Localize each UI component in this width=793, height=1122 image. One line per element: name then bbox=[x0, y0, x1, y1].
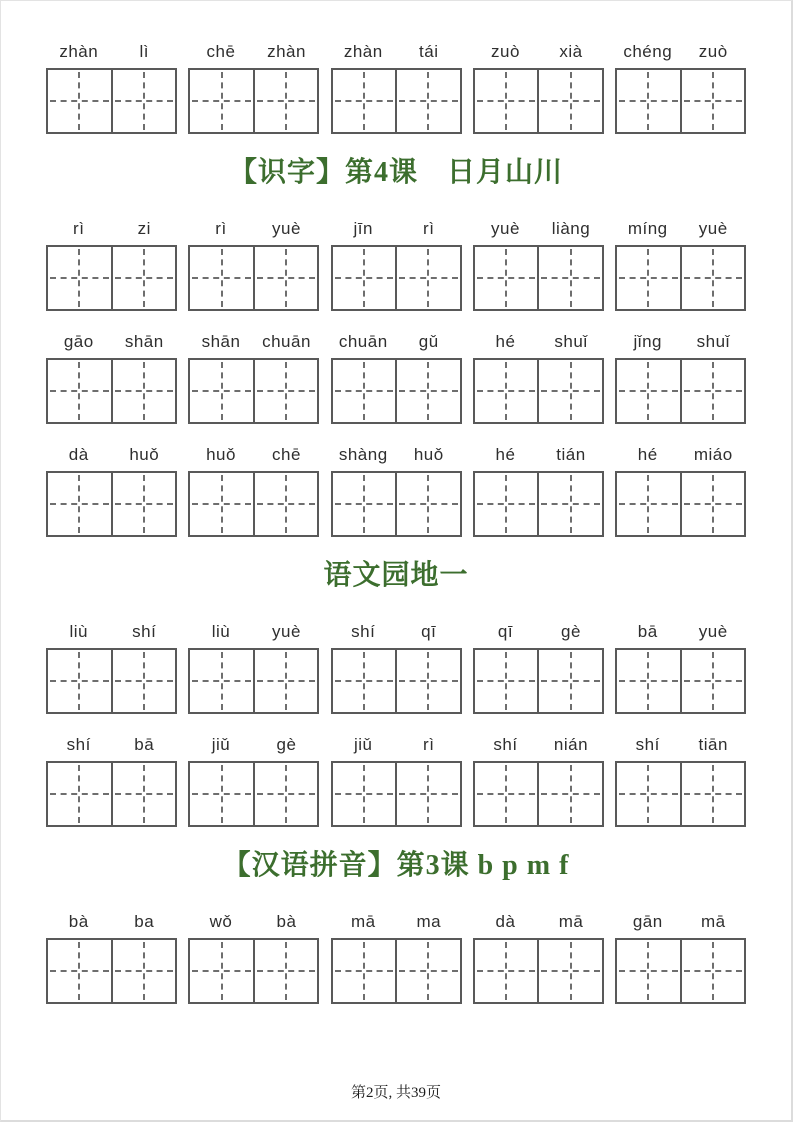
grid-cell bbox=[537, 360, 602, 422]
word-group bbox=[46, 621, 177, 714]
grid-cell bbox=[395, 763, 460, 825]
pinyin-label: mā bbox=[558, 912, 584, 931]
grid-cell bbox=[111, 940, 176, 1002]
pinyin-label: ba bbox=[134, 912, 155, 931]
writing-grid bbox=[46, 938, 177, 1004]
grid-cell bbox=[617, 70, 680, 132]
word-row bbox=[46, 41, 746, 134]
grid-cell bbox=[680, 360, 745, 422]
grid-cell bbox=[333, 650, 396, 712]
writing-grid bbox=[331, 761, 462, 827]
pinyin-label: tián bbox=[556, 445, 586, 464]
grid-cell bbox=[680, 650, 745, 712]
pinyin-labels bbox=[331, 41, 462, 63]
word-row bbox=[46, 621, 746, 714]
grid-cell bbox=[475, 940, 538, 1002]
word-group bbox=[615, 444, 746, 537]
pinyin-labels bbox=[615, 444, 746, 466]
pinyin-label: míng bbox=[627, 219, 668, 238]
word-group bbox=[473, 218, 604, 311]
pinyin-label: jīn bbox=[353, 219, 373, 238]
grid-cell bbox=[333, 70, 396, 132]
pinyin-labels bbox=[188, 444, 319, 466]
pinyin-label: dà bbox=[495, 912, 516, 931]
pinyin-labels bbox=[46, 911, 177, 933]
word-group bbox=[46, 218, 177, 311]
grid-cell bbox=[537, 473, 602, 535]
grid-cell bbox=[48, 763, 111, 825]
writing-grid bbox=[473, 471, 604, 537]
pinyin-label: bà bbox=[68, 912, 89, 931]
writing-grid bbox=[46, 761, 177, 827]
pinyin-label: yuè bbox=[272, 219, 301, 238]
grid-cell bbox=[680, 70, 745, 132]
pinyin-label: liàng bbox=[551, 219, 591, 238]
section-heading: 语文园地一 bbox=[323, 560, 469, 591]
word-group bbox=[46, 734, 177, 827]
writing-grid bbox=[331, 245, 462, 311]
grid-cell bbox=[475, 473, 538, 535]
grid-cell bbox=[475, 360, 538, 422]
section-heading: 【识字】第4课 日月山川 bbox=[228, 157, 563, 188]
word-group bbox=[188, 911, 319, 1004]
word-group bbox=[46, 41, 177, 134]
writing-grid bbox=[615, 358, 746, 424]
pinyin-label: xià bbox=[559, 42, 583, 61]
word-group bbox=[473, 621, 604, 714]
grid-cell bbox=[48, 70, 111, 132]
pinyin-label: bā bbox=[134, 735, 155, 754]
pinyin-labels bbox=[188, 218, 319, 240]
grid-cell bbox=[475, 247, 538, 309]
word-group bbox=[331, 621, 462, 714]
grid-cell bbox=[680, 763, 745, 825]
pinyin-label: gǔ bbox=[418, 332, 439, 351]
pinyin-label: chéng bbox=[623, 42, 673, 61]
writing-grid bbox=[46, 358, 177, 424]
grid-cell bbox=[253, 70, 318, 132]
grid-cell bbox=[333, 360, 396, 422]
pinyin-labels bbox=[188, 621, 319, 643]
pinyin-label: miáo bbox=[693, 445, 733, 464]
pinyin-labels bbox=[188, 911, 319, 933]
writing-grid bbox=[331, 938, 462, 1004]
pinyin-label: bā bbox=[637, 622, 658, 641]
writing-grid bbox=[615, 761, 746, 827]
pinyin-label: jǐng bbox=[633, 332, 662, 351]
grid-cell bbox=[190, 360, 253, 422]
word-group bbox=[188, 444, 319, 537]
word-row bbox=[46, 218, 746, 311]
pinyin-labels bbox=[331, 911, 462, 933]
pinyin-labels bbox=[473, 911, 604, 933]
pinyin-label: ma bbox=[416, 912, 442, 931]
grid-cell bbox=[617, 650, 680, 712]
pinyin-label: qī bbox=[497, 622, 514, 641]
writing-grid bbox=[188, 68, 319, 134]
pinyin-label: gān bbox=[632, 912, 663, 931]
pinyin-label: huǒ bbox=[206, 445, 236, 464]
writing-grid bbox=[331, 358, 462, 424]
writing-grid bbox=[46, 245, 177, 311]
grid-cell bbox=[190, 247, 253, 309]
grid-cell bbox=[680, 247, 745, 309]
grid-cell bbox=[395, 650, 460, 712]
pinyin-labels bbox=[615, 911, 746, 933]
pinyin-label: shān bbox=[201, 332, 241, 351]
writing-grid bbox=[615, 68, 746, 134]
word-group bbox=[473, 734, 604, 827]
writing-grid bbox=[188, 938, 319, 1004]
grid-cell bbox=[475, 650, 538, 712]
grid-cell bbox=[617, 940, 680, 1002]
pinyin-label: yuè bbox=[272, 622, 301, 641]
word-row bbox=[46, 444, 746, 537]
pinyin-labels bbox=[46, 734, 177, 756]
writing-grid bbox=[331, 471, 462, 537]
word-group bbox=[331, 41, 462, 134]
word-group bbox=[331, 218, 462, 311]
pinyin-label: zhàn bbox=[267, 42, 306, 61]
pinyin-label: shí bbox=[493, 735, 518, 754]
pinyin-labels bbox=[188, 41, 319, 63]
pinyin-label: shàng bbox=[338, 445, 388, 464]
writing-grid bbox=[46, 68, 177, 134]
pinyin-label: shí bbox=[635, 735, 660, 754]
grid-cell bbox=[48, 360, 111, 422]
pinyin-labels bbox=[46, 41, 177, 63]
grid-cell bbox=[253, 473, 318, 535]
writing-grid bbox=[473, 68, 604, 134]
pinyin-label: chuān bbox=[338, 332, 388, 351]
writing-grid bbox=[615, 648, 746, 714]
pinyin-labels bbox=[331, 331, 462, 353]
pinyin-label: shí bbox=[351, 622, 376, 641]
pinyin-label: dà bbox=[68, 445, 89, 464]
word-group bbox=[615, 734, 746, 827]
pinyin-label: hé bbox=[495, 445, 516, 464]
grid-cell bbox=[48, 940, 111, 1002]
worksheet-content bbox=[1, 1, 791, 1004]
word-group bbox=[46, 331, 177, 424]
pinyin-label: zuò bbox=[491, 42, 520, 61]
grid-cell bbox=[395, 940, 460, 1002]
writing-grid bbox=[615, 245, 746, 311]
word-group bbox=[615, 41, 746, 134]
grid-cell bbox=[48, 247, 111, 309]
pinyin-label: mā bbox=[350, 912, 376, 931]
writing-grid bbox=[473, 648, 604, 714]
grid-cell bbox=[111, 650, 176, 712]
pinyin-label: liù bbox=[69, 622, 88, 641]
word-group bbox=[615, 331, 746, 424]
pinyin-labels bbox=[331, 444, 462, 466]
pinyin-label: yuè bbox=[698, 219, 728, 238]
pinyin-label: gè bbox=[561, 622, 581, 641]
pinyin-labels bbox=[46, 218, 177, 240]
pinyin-label: gāo bbox=[63, 332, 94, 351]
pinyin-label: wǒ bbox=[209, 912, 233, 931]
word-row bbox=[46, 734, 746, 827]
pinyin-label: zuò bbox=[698, 42, 728, 61]
pinyin-labels bbox=[46, 331, 177, 353]
pinyin-label: rì bbox=[423, 219, 435, 238]
word-group bbox=[188, 331, 319, 424]
grid-cell bbox=[537, 650, 602, 712]
page-number: 第2页, 共39页 bbox=[350, 1085, 441, 1101]
grid-cell bbox=[48, 650, 111, 712]
word-group bbox=[615, 911, 746, 1004]
writing-grid bbox=[473, 938, 604, 1004]
pinyin-labels bbox=[473, 621, 604, 643]
pinyin-label: mā bbox=[700, 912, 726, 931]
pinyin-label: zi bbox=[137, 219, 151, 238]
pinyin-labels bbox=[615, 41, 746, 63]
pinyin-labels bbox=[615, 621, 746, 643]
writing-grid bbox=[473, 245, 604, 311]
pinyin-labels bbox=[473, 218, 604, 240]
pinyin-label: rì bbox=[423, 735, 435, 754]
pinyin-labels bbox=[46, 444, 177, 466]
pinyin-label: lì bbox=[139, 42, 149, 61]
word-group bbox=[188, 41, 319, 134]
pinyin-label: shí bbox=[66, 735, 91, 754]
pinyin-label: yuè bbox=[491, 219, 520, 238]
word-group bbox=[331, 734, 462, 827]
grid-cell bbox=[190, 473, 253, 535]
grid-cell bbox=[680, 940, 745, 1002]
pinyin-label: zhàn bbox=[59, 42, 99, 61]
word-group bbox=[46, 444, 177, 537]
writing-grid bbox=[188, 761, 319, 827]
word-row bbox=[46, 911, 746, 1004]
pinyin-label: rì bbox=[73, 219, 85, 238]
grid-cell bbox=[395, 247, 460, 309]
pinyin-label: shuǐ bbox=[696, 332, 730, 351]
grid-cell bbox=[190, 940, 253, 1002]
grid-cell bbox=[617, 247, 680, 309]
grid-cell bbox=[617, 360, 680, 422]
grid-cell bbox=[190, 763, 253, 825]
pinyin-labels bbox=[473, 734, 604, 756]
grid-cell bbox=[190, 70, 253, 132]
writing-grid bbox=[331, 648, 462, 714]
grid-cell bbox=[617, 473, 680, 535]
grid-cell bbox=[253, 940, 318, 1002]
pinyin-label: jiǔ bbox=[353, 735, 373, 754]
pinyin-labels bbox=[473, 331, 604, 353]
pinyin-label: zhàn bbox=[343, 42, 383, 61]
pinyin-label: shuǐ bbox=[554, 332, 588, 351]
writing-grid bbox=[188, 648, 319, 714]
word-group bbox=[473, 911, 604, 1004]
pinyin-labels bbox=[615, 331, 746, 353]
writing-grid bbox=[473, 761, 604, 827]
grid-cell bbox=[111, 360, 176, 422]
pinyin-labels bbox=[331, 218, 462, 240]
word-group bbox=[473, 444, 604, 537]
grid-cell bbox=[395, 70, 460, 132]
word-group bbox=[46, 911, 177, 1004]
grid-cell bbox=[253, 763, 318, 825]
writing-grid bbox=[331, 68, 462, 134]
grid-cell bbox=[111, 70, 176, 132]
pinyin-labels bbox=[615, 218, 746, 240]
grid-cell bbox=[253, 247, 318, 309]
word-group bbox=[473, 41, 604, 134]
word-group bbox=[473, 331, 604, 424]
writing-grid bbox=[188, 471, 319, 537]
word-group bbox=[615, 218, 746, 311]
grid-cell bbox=[111, 247, 176, 309]
pinyin-label: hé bbox=[637, 445, 658, 464]
grid-cell bbox=[253, 360, 318, 422]
pinyin-label: tái bbox=[419, 42, 439, 61]
grid-cell bbox=[333, 247, 396, 309]
writing-grid bbox=[46, 471, 177, 537]
pinyin-label: hé bbox=[495, 332, 516, 351]
pinyin-label: bà bbox=[276, 912, 297, 931]
pinyin-label: chē bbox=[206, 42, 236, 61]
word-group bbox=[331, 331, 462, 424]
writing-grid bbox=[615, 938, 746, 1004]
grid-cell bbox=[111, 763, 176, 825]
word-group bbox=[188, 734, 319, 827]
pinyin-labels bbox=[46, 621, 177, 643]
grid-cell bbox=[395, 473, 460, 535]
grid-cell bbox=[190, 650, 253, 712]
pinyin-labels bbox=[331, 621, 462, 643]
pinyin-label: rì bbox=[215, 219, 227, 238]
pinyin-label: huǒ bbox=[129, 445, 160, 464]
pinyin-label: tiān bbox=[698, 735, 728, 754]
grid-cell bbox=[395, 360, 460, 422]
grid-cell bbox=[333, 763, 396, 825]
pinyin-label: jiǔ bbox=[211, 735, 231, 754]
pinyin-label: yuè bbox=[698, 622, 728, 641]
grid-cell bbox=[537, 763, 602, 825]
pinyin-labels bbox=[473, 41, 604, 63]
writing-grid bbox=[188, 358, 319, 424]
grid-cell bbox=[537, 247, 602, 309]
pinyin-labels bbox=[615, 734, 746, 756]
grid-cell bbox=[111, 473, 176, 535]
writing-grid bbox=[473, 358, 604, 424]
pinyin-label: chuān bbox=[262, 332, 311, 351]
pinyin-label: shí bbox=[132, 622, 157, 641]
pinyin-label: shān bbox=[124, 332, 164, 351]
grid-cell bbox=[253, 650, 318, 712]
pinyin-label: huǒ bbox=[413, 445, 444, 464]
section-heading: 【汉语拼音】第3课 b p m f bbox=[222, 850, 570, 881]
word-group bbox=[188, 621, 319, 714]
grid-cell bbox=[48, 473, 111, 535]
pinyin-labels bbox=[331, 734, 462, 756]
pinyin-label: gè bbox=[276, 735, 297, 754]
word-group bbox=[331, 444, 462, 537]
word-row bbox=[46, 331, 746, 424]
pinyin-label: liù bbox=[211, 622, 231, 641]
grid-cell bbox=[333, 940, 396, 1002]
pinyin-label: chē bbox=[272, 445, 301, 464]
writing-grid bbox=[46, 648, 177, 714]
grid-cell bbox=[617, 763, 680, 825]
grid-cell bbox=[333, 473, 396, 535]
pinyin-label: nián bbox=[553, 735, 589, 754]
word-group bbox=[615, 621, 746, 714]
writing-grid bbox=[188, 245, 319, 311]
pinyin-labels bbox=[473, 444, 604, 466]
writing-grid bbox=[615, 471, 746, 537]
grid-cell bbox=[537, 70, 602, 132]
grid-cell bbox=[680, 473, 745, 535]
pinyin-label: qī bbox=[421, 622, 437, 641]
pinyin-labels bbox=[188, 734, 319, 756]
pinyin-labels bbox=[188, 331, 319, 353]
grid-cell bbox=[537, 940, 602, 1002]
word-group bbox=[188, 218, 319, 311]
word-group bbox=[331, 911, 462, 1004]
grid-cell bbox=[475, 763, 538, 825]
grid-cell bbox=[475, 70, 538, 132]
